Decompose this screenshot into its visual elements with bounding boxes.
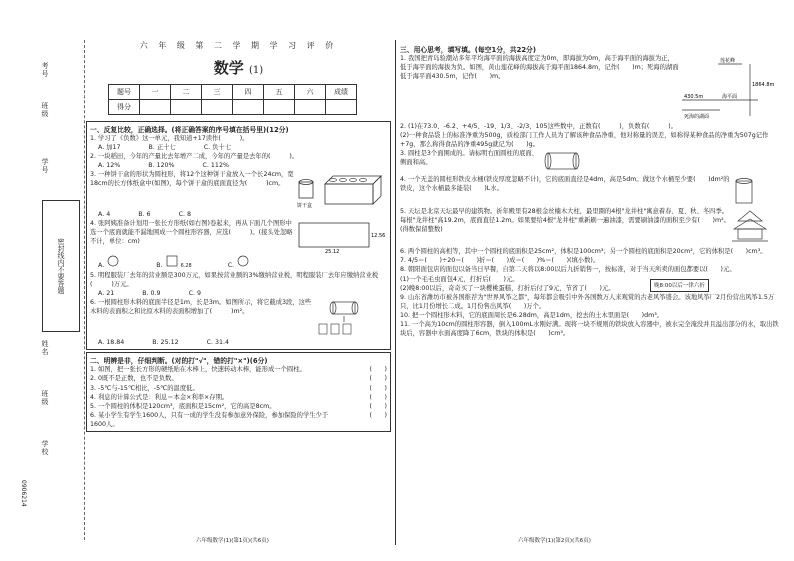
binding-label: 学校: [41, 440, 49, 456]
score-cell: 得分: [109, 100, 140, 115]
question: 9. 山东省潍坊市被各国推荐为"世界风筝之都"，每年都会吸引中外各国数万人来观赏的古老风筝盛会。该地风筝厂2月份营出风筝1.5万只，比1月份增长二成。1月份售出风筝( )万个。: [400, 293, 775, 310]
svg-text:25.12: 25.12: [325, 249, 340, 256]
option[interactable]: A. 21: [98, 290, 115, 298]
score-table: [108, 84, 357, 115]
score-value-row: [109, 100, 357, 115]
score-cell[interactable]: [264, 100, 295, 115]
options: [90, 289, 387, 298]
question: 1. 学习了《负数》这一单元，我知道+17读作( )。: [90, 135, 249, 142]
circle-option-icon: [106, 255, 120, 267]
options: [90, 338, 387, 347]
answer-parens[interactable]: ( ): [369, 375, 387, 383]
question: 2. (1)在73.0、-6.2、+4/5、-19、1/3、-2/3、105这些数中，正数有( )，负数有( )。: [400, 123, 678, 130]
question: 8. 朝阳面包店的面包以备当日早餐，自第二天将以8:00以后九折销售一，按标准，对于当天所卖的面包都要以( )元。: [400, 266, 736, 274]
page-divider: [395, 40, 396, 545]
left-page: [86, 40, 391, 432]
question-row: [400, 54, 785, 122]
option[interactable]: A. 12%: [98, 162, 121, 170]
option[interactable]: A. 18.84: [98, 339, 125, 347]
option[interactable]: B. 0.9: [142, 290, 161, 298]
biscuit-box-figure: [295, 170, 385, 210]
circle-option-icon: [236, 255, 250, 267]
option[interactable]: B. 120%: [148, 162, 175, 170]
option[interactable]: C. 9: [188, 290, 201, 298]
judge-item: 4. 利息的计算公式是：利息＝本金×利率×存期。 ( ): [90, 393, 387, 401]
score-cell: 二: [171, 85, 202, 100]
score-cell: 六: [295, 85, 326, 100]
question-row: [400, 275, 785, 293]
section-title: 二、明辨是非，仔细判断。(对的打"√"，错的打"×")(6分): [90, 357, 268, 366]
options: [90, 143, 387, 152]
score-cell: 题号: [109, 85, 140, 100]
svg-text:430.5m: 430.5m: [684, 94, 704, 100]
score-cell: 五: [264, 85, 295, 100]
question-row: [90, 219, 387, 255]
question-row: [400, 207, 785, 247]
question: (2)晚8:00以后，奇奇买了一块樱桃蛋糕，打折后付了9元，节省了( )元。: [400, 284, 615, 292]
section-choice: [86, 121, 391, 350]
judge-item: 5. 一个圆柱的体积是120cm³，底面积是15cm²，它的高是8cm。 ( ): [90, 402, 387, 410]
page-footer: 六年级数学(1)(第1页)(共6页): [196, 538, 269, 544]
judge-item: 2. 0既不是正数，也不是负数。 ( ): [90, 375, 387, 383]
score-cell: 三: [202, 85, 233, 100]
section-title: 三、用心思考，填写填。(每空1分，共22分): [400, 46, 536, 54]
svg-text:1864.8m: 1864.8m: [752, 82, 775, 88]
answer-parens[interactable]: ( ): [369, 402, 387, 410]
question: 5. 天坛是北京天坛最早的建筑物。祈年殿里有28根金丝楠木大柱，最里圈的4根"龙井柱"寓意着春、夏、秋、冬四季。每根"龙井柱"高19.2m，底面直径1.2m。如果要给4根"龙井柱"重新刷一遍油漆，需要刷油漆的面积至少有( )m²。(得数保留整数): [400, 208, 730, 234]
question-row: [90, 170, 387, 210]
option[interactable]: B. 6.28: [156, 255, 192, 271]
question: 6. 两个圆柱的高相等，其中一个圆柱的底面积是25cm²，体积是100cm³；另一个圆柱的底面积是20cm²，它的体积是( )cm³。: [400, 248, 767, 256]
question: 7. 4/5＝( )÷20＝( )折＝( )成＝( )%＝( )(填小数)。: [400, 257, 600, 265]
bakery-sign: 晚8:00以后一律六折: [650, 279, 709, 292]
options: [90, 210, 387, 219]
altitude-figure: [680, 54, 780, 122]
score-cell[interactable]: [326, 100, 357, 115]
answer-parens[interactable]: ( ): [369, 411, 387, 419]
option[interactable]: A. 4: [98, 211, 111, 219]
judge-item: 3. -5℃与-15℃相比，-5℃的温度低。 ( ): [90, 384, 387, 392]
question-row: [90, 298, 387, 338]
score-cell: 成绩: [326, 85, 357, 100]
options: [90, 255, 387, 271]
option[interactable]: C.: [228, 255, 250, 271]
option[interactable]: C. 112%: [202, 162, 229, 170]
cylinder-figure: [540, 149, 590, 175]
option[interactable]: C. 8: [178, 211, 191, 219]
question: 11. 一个高为10cm的圆柱形容器，倒入100mL水刚好满。现将一块不规则的铁块放入容器中，被水完全淹没并且溢出部分的水，取出铁块后，容器中水面高度降了6cm，铁块的体积是( )cm³。: [400, 321, 779, 338]
square-option-icon: [165, 255, 179, 267]
option[interactable]: B. 正十七: [148, 144, 176, 152]
paper-code: 0906214: [20, 480, 27, 507]
section-judge: [86, 352, 391, 432]
binding-label: 学号: [41, 158, 49, 174]
question: 5. 明程服装厂去年的营业额是300万元，如果按营业额的3%缴纳营业税，明程服装厂去年应缴纳营业税( )万元。: [90, 272, 379, 289]
box-label: 饼干盒: [297, 203, 313, 210]
rectangle-figure: [295, 219, 387, 255]
option[interactable]: B. 6: [138, 211, 151, 219]
question: 4. 张阿姨准备计划用一张长方形纸(如右图)卷起来，再从下面几个图形中选一个底面就能不漏地围成一个圆柱形容器，应选( )。(接头处忽略不计，单位：cm): [90, 220, 293, 246]
option[interactable]: A. 加17: [98, 144, 121, 152]
exam-header: 六 年 级 第 二 学 期 学 习 评 价: [139, 41, 338, 50]
question: 3. 圆柱是3个面围成的。请标明右面圆柱的底面、侧面和高。: [400, 150, 538, 167]
binding-label: 姓名: [41, 340, 49, 356]
svg-text:海平面: 海平面: [722, 94, 738, 100]
binding-label: 考号: [41, 62, 49, 78]
subject-title: [86, 57, 391, 78]
binding-label: 班级: [41, 102, 49, 118]
answer-parens[interactable]: ( ): [369, 393, 387, 401]
question-row: [400, 149, 785, 175]
page-footer: 六年级数学(1)(第2页)(共6页): [518, 538, 591, 544]
svg-text:死海的湖面: 死海的湖面: [684, 114, 710, 120]
option[interactable]: B. 25.12: [152, 339, 179, 347]
answer-parens[interactable]: ( ): [369, 384, 387, 392]
question: (2)一种食品袋上的标准净重为500g，质检部门工作人员为了解该种食品净重，他对称量的误差，如称得某种食品的净重为507g记作+7g，那么称得食品的净重495g就记为( )g。: [400, 132, 769, 149]
answer-parens[interactable]: ( ): [369, 366, 387, 374]
judge-item: 1. 如图，把一张长方形的硬纸贴在木棒上，快速转动木棒，能形成一个圆柱。 ( ): [90, 366, 387, 374]
section-title: 一、反复比较，正确选择。(将正确答案的序号填在括号里)(12分): [90, 126, 289, 134]
question: 10. 把一个圆柱形木料，它的底面周长是6.28dm，高是1dm，挖去的土木里面是( )dm³。: [400, 311, 664, 319]
subject-name: 数学: [213, 59, 244, 77]
score-cell[interactable]: [202, 100, 233, 115]
question: 4. 一个无盖的圆柱形铁皮水桶(铁皮厚度忽略不计)，它的底面直径是4dm，高是5dm。做这个水桶至少要( )dm²的铁皮，这个水桶最多能装( )L水。: [400, 176, 730, 193]
svg-text:莲花峰: 莲花峰: [720, 58, 736, 64]
dashed-line: [84, 40, 85, 540]
score-cell[interactable]: [233, 100, 264, 115]
binding-strip: [6, 40, 78, 540]
question: 3. 一种饼干盒的形状为圆柱形，将12个这种饼干盒放入一个长24cm，宽18cm的长方体纸盒中(如图)，每个饼干盒的底面直径为( )cm。: [90, 171, 294, 188]
right-page: [400, 44, 785, 338]
binding-label: 班级: [41, 390, 49, 406]
score-cell[interactable]: [140, 100, 171, 115]
question: 6. 一根圆柱形木料的底面半径是1m，长是3m。如图所示，将它截成3段，这些木料的表面积之和比原木料的表面积增加了( )m²。: [90, 299, 312, 316]
question: 1. 我国把青岛验潮站多年平均海平面的海拔高度定为0m，即海拔为0m，高于海平面的海拔为正，低于海平面的海拔为负。如图，黄山莲花峰的海拔高于海平面1864.8m，记作( )m；死海的湖面低于海平面430.5m，记作( )m。: [400, 55, 679, 81]
question-row: [400, 175, 785, 207]
log-figure: [315, 298, 385, 338]
subject-number: (1): [249, 65, 264, 76]
option[interactable]: C. 31.4: [206, 339, 230, 347]
question: 2. 一块稻田，今年的产量比去年增产二成，今年的产量是去年的( )。: [90, 153, 299, 161]
bucket-figure: [730, 175, 760, 207]
question: (1)一个毛毛虫面包4元，打折后( )元。: [400, 275, 519, 283]
score-header-row: [109, 85, 357, 100]
score-cell[interactable]: [295, 100, 326, 115]
score-cell: 一: [140, 85, 171, 100]
option[interactable]: A.: [98, 255, 120, 271]
temple-figure: [730, 207, 770, 247]
score-cell: 四: [233, 85, 264, 100]
judge-item: 6. 某小学生有学生1600人，只有一成的学生没有参加意外保险，参加保险的学生少于1600人。 ( ): [90, 411, 387, 428]
option[interactable]: C. 负十七: [203, 144, 232, 152]
score-cell[interactable]: [171, 100, 202, 115]
svg-text:12.56: 12.56: [371, 233, 386, 240]
options: [90, 161, 387, 170]
seal-box: 密封线内不要答题: [42, 200, 80, 332]
